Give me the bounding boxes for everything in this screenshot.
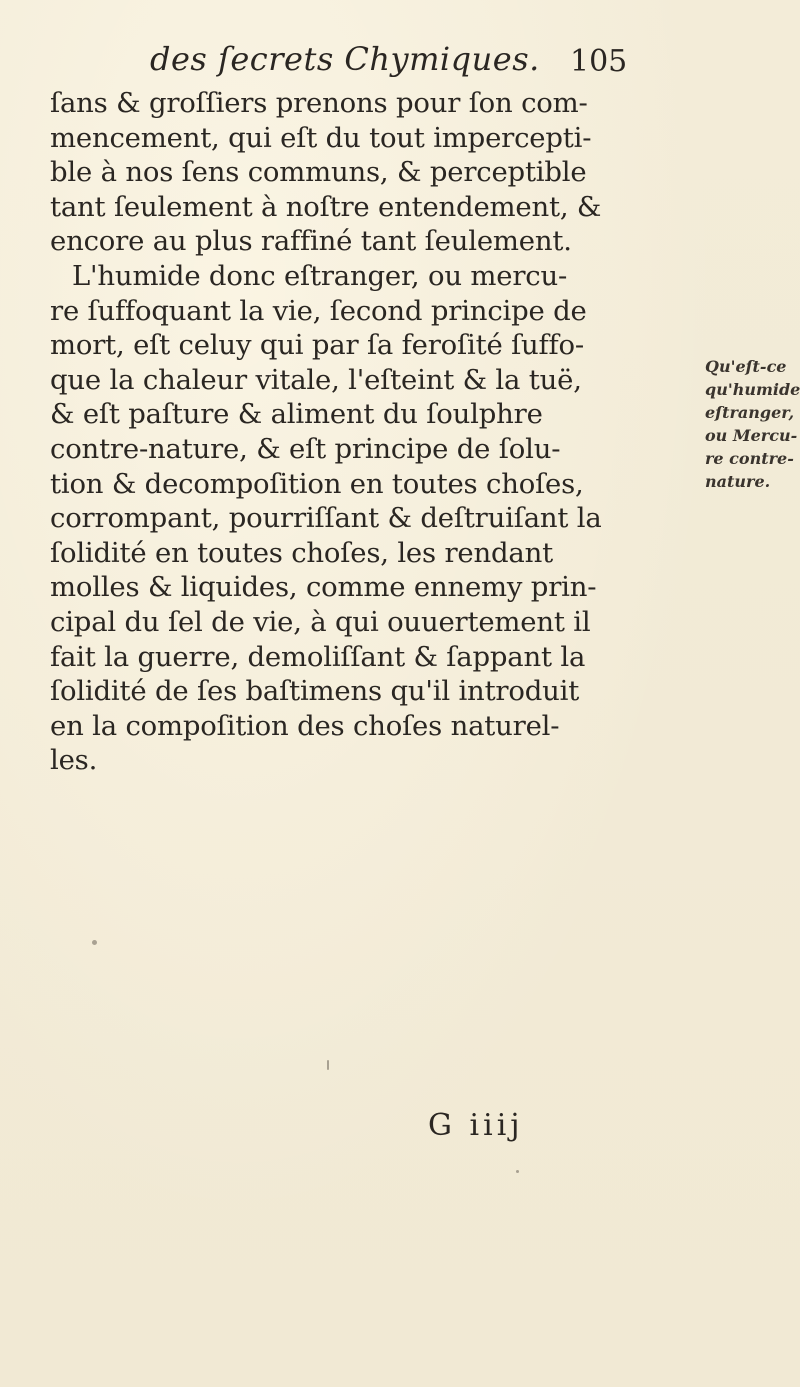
text-line: en la compoſition des choſes naturel-: [50, 709, 560, 742]
text-line: re ſuffoquant la vie, ſecond principe de: [50, 294, 587, 327]
text-line: tant ſeulement à noſtre entendement, &: [50, 190, 602, 223]
signature-mark: G iiij: [428, 1108, 524, 1143]
text-line: ſolidité de ſes baſtimens qu'il introduit: [50, 675, 580, 708]
margin-note: [705, 355, 800, 493]
text-line: les.: [50, 744, 98, 777]
text-line: & eſt paſture & aliment du ſoulphre: [50, 398, 543, 431]
text-line: corrompant, pourriſſant & deſtruiſant la: [50, 502, 602, 535]
margin-note-line: re contre-: [705, 449, 794, 468]
body-text: [50, 86, 730, 778]
text-line: tion & decompoſition en toutes choſes,: [50, 467, 584, 500]
running-head: [150, 38, 760, 90]
margin-note-line: qu'humide: [705, 380, 800, 399]
text-line: mort, eſt celuy qui par ſa feroſité ſuffo-: [50, 329, 584, 362]
text-line: L'humide donc eſtranger, ou mercu-: [72, 259, 568, 292]
margin-note-line: eſtranger,: [705, 403, 795, 422]
page-number: 105: [570, 44, 628, 79]
running-title: des ſecrets Chymiques.: [150, 40, 540, 78]
text-line: ſolidité en toutes choſes, les rendant: [50, 536, 553, 569]
text-line: cipal du ſel de vie, à qui ouuertement il: [50, 605, 591, 638]
paper-speck: [92, 940, 97, 945]
margin-note-line: Qu'eſt-ce: [705, 357, 787, 376]
margin-note-line: ou Mercu-: [705, 426, 798, 445]
margin-note-line: nature.: [705, 472, 771, 491]
text-line: que la chaleur vitale, l'eſteint & la tuë,: [50, 363, 582, 396]
paper-speck: [327, 1060, 329, 1070]
text-line: ſans & groſſiers prenons pour ſon com-: [50, 87, 588, 119]
text-line: contre-nature, & eſt principe de ſolu-: [50, 432, 561, 465]
text-line: encore au plus raffiné tant ſeulement.: [50, 225, 572, 258]
paper-speck: [516, 1170, 519, 1173]
text-line: molles & liquides, comme ennemy prin-: [50, 571, 597, 604]
text-line: fait la guerre, demoliſſant & ſappant la: [50, 640, 586, 673]
text-line: ble à nos ſens communs, & perceptible: [50, 156, 587, 189]
text-line: mencement, qui eſt du tout impercepti-: [50, 121, 592, 154]
